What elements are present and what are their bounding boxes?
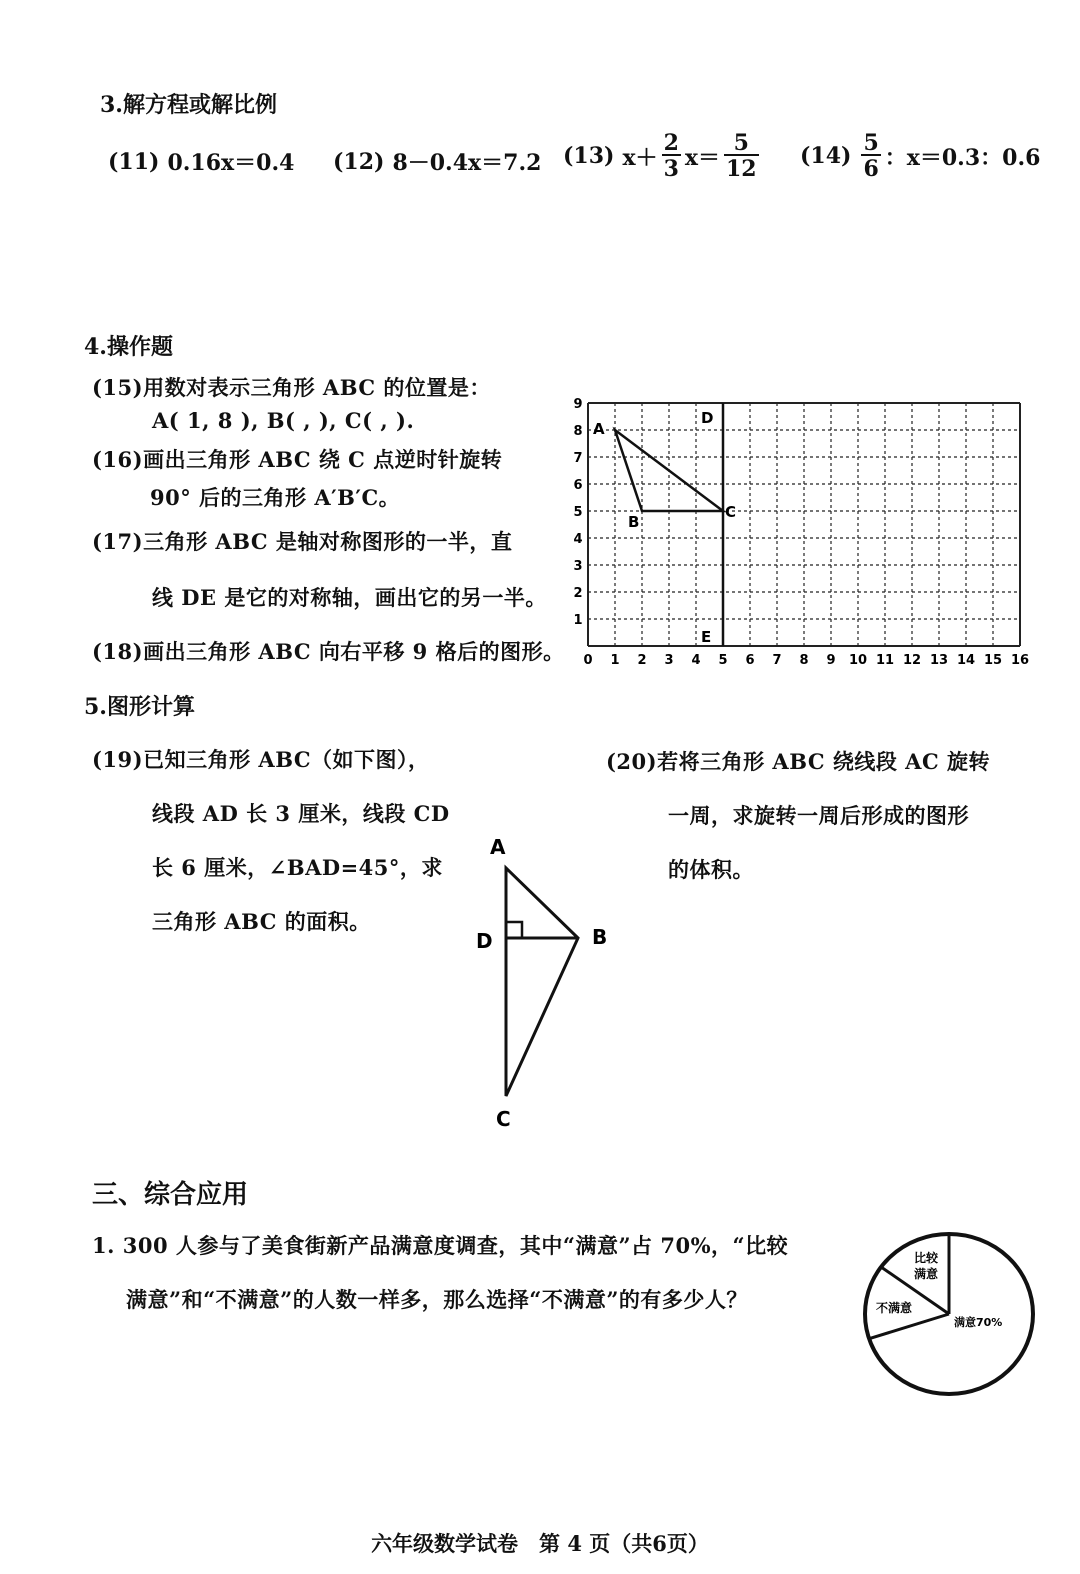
equation-14	[800, 132, 1040, 180]
section-three-heading: 三、综合应用	[92, 1180, 249, 1210]
application-question-1-line-1: 1. 300 人参与了美食街新产品满意度调查，其中“满意”占 70%，“比较	[92, 1233, 789, 1258]
question-20-line-1: (20)若将三角形 ABC 绕线段 AC 旋转	[606, 749, 990, 774]
fraction-numerator: 5	[733, 130, 749, 156]
section-3-heading: 3.解方程或解比例	[100, 92, 277, 118]
pie-label-satisfied: 满意70%	[954, 1316, 1003, 1329]
right-angle-mark	[506, 922, 522, 938]
point-label-c: C	[725, 503, 737, 521]
x-tick-label: 15	[983, 653, 1003, 668]
fraction-numerator: 5	[863, 130, 879, 156]
fraction-numerator: 2	[663, 130, 679, 156]
y-tick-label: 7	[573, 451, 583, 466]
fraction-denominator: 3	[663, 156, 679, 182]
application-question-1-line-2: 满意”和“不满意”的人数一样多，那么选择“不满意”的有多少人？	[126, 1287, 748, 1312]
question-16-line-2: 90° 后的三角形 A′B′C。	[150, 485, 401, 510]
point-label-a: A	[593, 420, 605, 438]
y-tick-label: 2	[573, 586, 583, 601]
question-19-line-3: 长 6 厘米，∠BAD=45°，求	[152, 855, 443, 880]
x-tick-label: 11	[875, 653, 895, 668]
y-tick-label: 4	[573, 532, 583, 547]
triangle-abd-figure	[466, 830, 626, 1140]
grid-lines	[588, 403, 1020, 646]
question-20-line-2: 一周，求旋转一周后形成的图形	[668, 803, 969, 828]
page-footer: 六年级数学试卷 第 4 页（共6页）	[371, 1531, 709, 1556]
figure-label-a: A	[490, 835, 506, 859]
y-tick-label: 6	[573, 478, 583, 493]
y-tick-label: 3	[573, 559, 583, 574]
question-15-line-2: A( 1, 8 ), B( , ), C( , ).	[152, 408, 415, 433]
fraction-denominator: 6	[863, 156, 879, 182]
x-tick-label: 2	[637, 653, 647, 668]
pie-divider-2	[869, 1314, 949, 1339]
section-4-heading: 4.操作题	[84, 334, 173, 360]
equation-13-label: (13)	[563, 143, 615, 169]
x-tick-label: 4	[691, 653, 701, 668]
x-tick-label: 3	[664, 653, 674, 668]
x-tick-label: 8	[799, 653, 809, 668]
x-tick-label: 1	[610, 653, 620, 668]
y-tick-label: 8	[573, 424, 583, 439]
coordinate-grid	[560, 388, 1040, 670]
equation-14-label: (14)	[800, 143, 852, 169]
equation-11-label: (11)	[108, 148, 160, 175]
x-tick-label: 7	[772, 653, 782, 668]
x-tick-label: 0	[583, 653, 593, 668]
question-17-line-2: 线 DE 是它的对称轴，画出它的另一半。	[152, 585, 547, 610]
question-20-line-3: 的体积。	[668, 857, 754, 882]
pie-label-fairly-line-2: 满意	[914, 1267, 939, 1281]
equation-13-fraction-1	[662, 132, 681, 180]
x-tick-label: 12	[902, 653, 922, 668]
equation-14-rest: ：x＝0.3：0.6	[884, 144, 1041, 171]
y-tick-label: 5	[573, 505, 583, 520]
x-tick-label: 13	[929, 653, 949, 668]
equation-12-text: 8－0.4x＝7.2	[392, 150, 542, 176]
y-tick-label: 1	[573, 613, 583, 628]
figure-label-d: D	[476, 929, 493, 953]
question-19-line-4: 三角形 ABC 的面积。	[152, 909, 371, 934]
satisfaction-pie-chart	[856, 1222, 1046, 1404]
section-5-heading: 5.图形计算	[84, 694, 195, 720]
equation-12	[333, 146, 541, 177]
equation-13-fraction-2	[724, 132, 759, 180]
x-tick-label: 6	[745, 653, 755, 668]
point-label-e: E	[701, 628, 712, 646]
equation-13-pre: x＋	[622, 144, 658, 171]
question-18: (18)画出三角形 ABC 向右平移 9 格后的图形。	[92, 639, 565, 664]
x-tick-label: 14	[956, 653, 976, 668]
figure-label-b: B	[592, 925, 608, 949]
equation-11-text: 0.16x＝0.4	[167, 150, 295, 176]
equation-12-label: (12)	[333, 148, 385, 175]
question-19-line-1: (19)已知三角形 ABC（如下图），	[92, 747, 430, 772]
point-label-b: B	[628, 513, 640, 531]
y-tick-label: 9	[573, 397, 583, 412]
x-tick-label: 10	[848, 653, 868, 668]
equation-13-mid: x＝	[684, 144, 720, 171]
x-tick-label: 16	[1010, 653, 1030, 668]
x-tick-label: 9	[826, 653, 836, 668]
triangle-abc	[615, 430, 723, 511]
figure-label-c: C	[496, 1107, 511, 1131]
x-tick-label: 5	[718, 653, 728, 668]
question-17-line-1: (17)三角形 ABC 是轴对称图形的一半，直	[92, 529, 513, 554]
pie-label-fairly-line-1: 比较	[914, 1251, 939, 1265]
question-15-line-1: (15)用数对表示三角形 ABC 的位置是：	[92, 375, 491, 400]
question-16-line-1: (16)画出三角形 ABC 绕 C 点逆时针旋转	[92, 447, 503, 472]
equation-14-fraction	[861, 132, 880, 180]
point-label-d: D	[701, 409, 714, 427]
equation-11	[108, 146, 294, 177]
pie-label-unsatisfied: 不满意	[876, 1301, 913, 1315]
fraction-denominator: 12	[726, 156, 757, 182]
triangle-abc-outline	[506, 868, 578, 1096]
question-19-line-2: 线段 AD 长 3 厘米，线段 CD	[152, 801, 450, 826]
equation-13	[563, 132, 763, 180]
